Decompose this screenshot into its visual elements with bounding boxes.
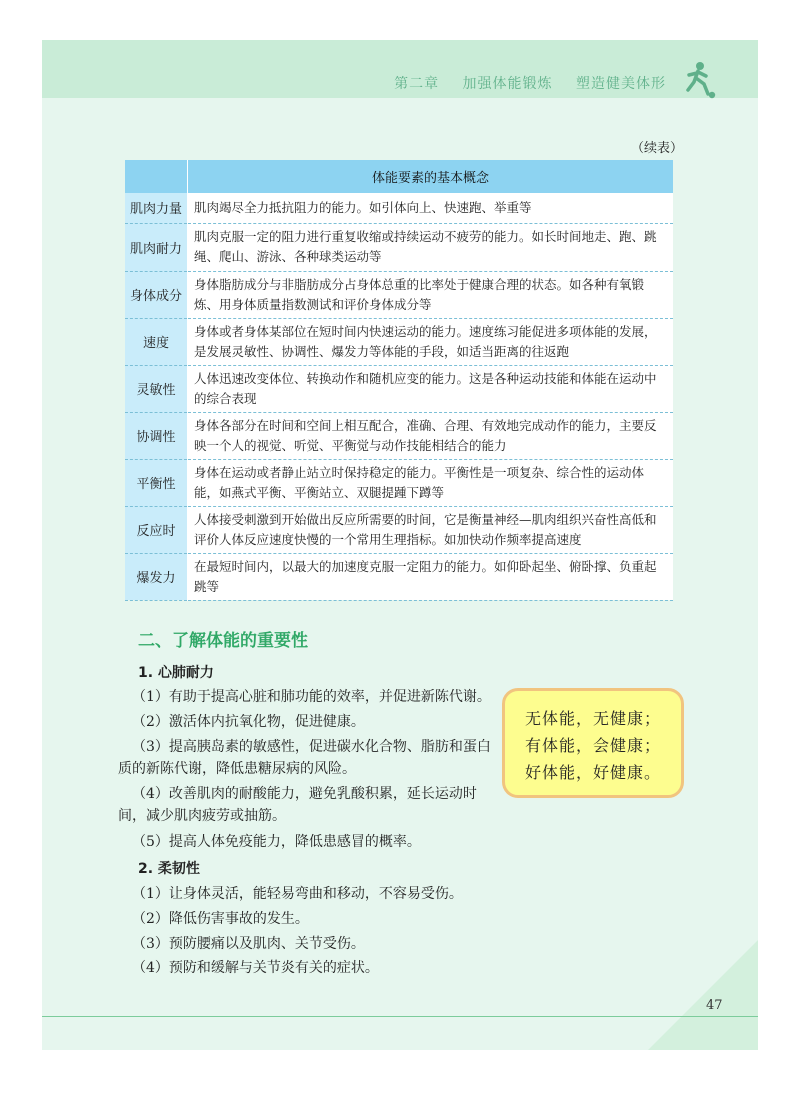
cardio-item-4: （4）改善肌肉的耐酸能力，避免乳酸积累，延长运动时间，减少肌肉疲劳或抽筋。 — [118, 786, 477, 824]
definition-cell: 身体各部分在时间和空间上相互配合，准确、合理、有效地完成动作的能力，主要反映一个人的视觉、听觉、平衡觉与动作技能相结合的能力 — [188, 412, 674, 459]
term-cell: 反应时 — [125, 506, 188, 553]
soccer-player-icon — [678, 60, 718, 100]
running-header — [376, 73, 666, 93]
slogan-line-3: 好体能，好健康。 — [524, 763, 661, 782]
term-cell: 肌肉耐力 — [125, 223, 188, 271]
term-cell: 协调性 — [125, 412, 188, 459]
table-row — [125, 412, 673, 459]
fitness-concepts-table — [125, 160, 673, 601]
flexibility-item-4: （4）预防和缓解与关节炎有关的症状。 — [132, 960, 379, 976]
cardio-item-2: （2）激活体内抗氧化物，促进健康。 — [132, 714, 365, 730]
cardio-item-1: （1）有助于提高心脏和肺功能的效率，并促进新陈代谢。 — [132, 689, 491, 705]
subsection-title-flexibility: 2. 柔韧性 — [138, 861, 200, 877]
definition-cell: 肌肉竭尽全力抵抗阻力的能力。如引体向上、快速跑、举重等 — [188, 193, 674, 223]
definition-cell: 身体脂肪成分与非脂肪成分占身体总重的比率处于健康合理的状态。如各种有氧锻炼、用身体质量指数测试和评价身体成分等 — [188, 271, 674, 318]
table-continued-label: （续表） — [631, 141, 684, 156]
subsection-title-cardio: 1. 心肺耐力 — [138, 665, 214, 681]
definition-cell: 肌肉克服一定的阻力进行重复收缩或持续运动不疲劳的能力。如长时间地走、跑、跳绳、爬山、游泳、各种球类运动等 — [188, 223, 674, 271]
definition-cell: 人体迅速改变体位、转换动作和随机应变的能力。这是各种运动技能和体能在运动中的综合表现 — [188, 365, 674, 412]
slogan-line-2: 有体能，会健康； — [524, 736, 661, 755]
table-column-header: 体能要素的基本概念 — [188, 160, 674, 193]
chapter-label: 第二章 — [394, 76, 440, 92]
footer-rule — [42, 1016, 758, 1017]
cardio-item-3: （3）提高胰岛素的敏感性，促进碳水化合物、脂肪和蛋白质的新陈代谢，降低患糖尿病的风险。 — [118, 739, 491, 777]
corner-decoration — [648, 940, 758, 1050]
slogan-line-1: 无体能，无健康； — [524, 709, 661, 728]
table-row — [125, 193, 673, 223]
term-cell: 肌肉力量 — [125, 193, 188, 223]
table-header-row — [125, 160, 673, 193]
term-cell: 平衡性 — [125, 459, 188, 506]
table-header-empty-cell — [125, 160, 188, 193]
definition-cell: 在最短时间内，以最大的加速度克服一定阻力的能力。如仰卧起坐、俯卧撑、负重起跳等 — [188, 553, 674, 600]
definition-cell: 人体接受刺激到开始做出反应所需要的时间，它是衡量神经—肌肉组织兴奋性高低和评价人体反应速度快慢的一个常用生理指标。如加快动作频率提高速度 — [188, 506, 674, 553]
page-number: 47 — [706, 998, 723, 1013]
term-cell: 灵敏性 — [125, 365, 188, 412]
table-row — [125, 318, 673, 365]
table-row — [125, 506, 673, 553]
definition-cell: 身体在运动或者静止站立时保持稳定的能力。平衡性是一项复杂、综合性的运动体能，如燕式平衡、平衡站立、双腿提踵下蹲等 — [188, 459, 674, 506]
cardio-item-5: （5）提高人体免疫能力，降低患感冒的概率。 — [132, 834, 421, 850]
definition-cell: 身体或者身体某部位在短时间内快速运动的能力。速度练习能促进多项体能的发展，是发展灵敏性、协调性、爆发力等体能的手段，如适当距离的往返跑 — [188, 318, 674, 365]
term-cell: 速度 — [125, 318, 188, 365]
table-row — [125, 459, 673, 506]
table-row — [125, 223, 673, 271]
slogan-callout — [502, 688, 684, 798]
table-row — [125, 553, 673, 600]
page — [42, 40, 758, 1050]
flexibility-item-3: （3）预防腰痛以及肌肉、关节受伤。 — [132, 936, 365, 952]
chapter-title-part2: 塑造健美体形 — [576, 76, 666, 92]
term-cell: 爆发力 — [125, 553, 188, 600]
table-row — [125, 365, 673, 412]
table-row — [125, 271, 673, 318]
chapter-title-part1: 加强体能锻炼 — [462, 76, 553, 92]
section-title: 二、了解体能的重要性 — [138, 631, 308, 651]
flexibility-item-2: （2）降低伤害事故的发生。 — [132, 911, 309, 927]
term-cell: 身体成分 — [125, 271, 188, 318]
flexibility-item-1: （1）让身体灵活，能轻易弯曲和移动，不容易受伤。 — [132, 886, 463, 902]
